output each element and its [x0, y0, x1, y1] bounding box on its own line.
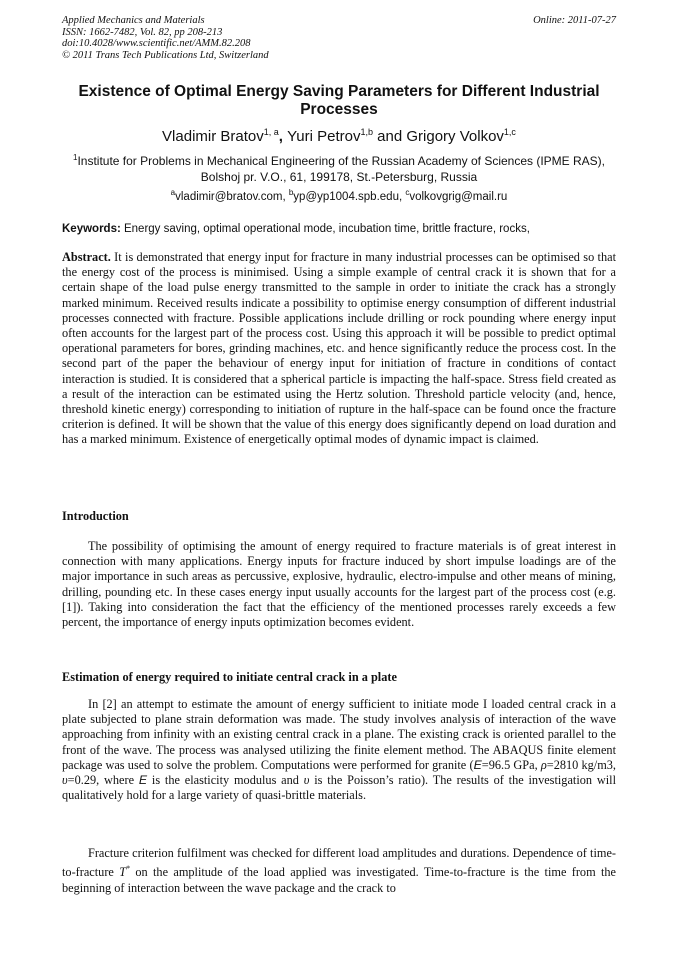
paragraph-text: =0.29, where	[67, 773, 139, 788]
symbol-density: ρ	[540, 757, 547, 772]
paragraph-text: is the elasticity modulus and	[147, 773, 304, 788]
author-list	[62, 123, 616, 146]
author-name: Vladimir Bratov	[162, 128, 264, 145]
paragraph-text: on the amplitude of the load applied was investigated. Time-to-fracture is the time from the beginning of interaction between the wave package and the crack to	[62, 865, 616, 895]
affiliation	[62, 150, 616, 185]
paragraph-text: is the Poisson’s ratio). The results of the investigation will qualitatively hold for a large variety of quasi-brittle materials.	[62, 773, 616, 803]
email-link[interactable]: yp@yp1004.spb.edu,	[293, 190, 406, 203]
paragraph-text: =96.5 GPa,	[481, 757, 541, 772]
author-superscript: 1, a	[263, 127, 279, 137]
affiliation-superscript: 1	[72, 153, 78, 162]
symbol-elasticity-modulus: E	[473, 757, 482, 772]
email-superscript: a	[170, 188, 176, 197]
keywords-label: Keywords:	[62, 223, 121, 235]
introduction-paragraph: The possibility of optimising the amount of energy required to fracture materials is of great interest in connection with many applications. Energy inputs for fracture induced by short impulse loadings are of the major importance in such areas as percussive, explosive, hydraulic, electro-impulse and other means of mining, drilling, pounding etc. In these cases energy input usually accounts for the largest part of the process cost (e.g. [1]). Taking into consideration the fact that the efficiency of the mentioned processes rarely exceeds a few percent, the importance of energy inputs optimization becomes evident.	[62, 539, 616, 630]
keywords-text: Energy saving, optimal operational mode, incubation time, brittle fracture, rocks,	[120, 223, 530, 235]
symbol-elasticity-modulus: E	[138, 773, 148, 788]
abstract	[62, 250, 616, 448]
introduction-heading: Introduction	[62, 509, 129, 523]
email-superscript: b	[288, 188, 294, 197]
estimation-heading: Estimation of energy required to initiate central crack in a plate	[62, 670, 397, 684]
journal-doi: doi:10.4028/www.scientific.net/AMM.82.208	[62, 38, 251, 49]
journal-name: Applied Mechanics and Materials	[62, 15, 205, 26]
keywords	[62, 222, 616, 236]
email-superscript: c	[405, 188, 410, 197]
email-link[interactable]: vladimir@bratov.com,	[175, 190, 289, 203]
symbol-poisson-ratio: υ	[62, 773, 68, 788]
author-superscript: 1,b	[360, 127, 373, 137]
affiliation-text: Institute for Problems in Mechanical Engineering of the Russian Academy of Sciences (IPME RAS), Bolshoj pr. V.O., 61, 199178, St.-Petersburg, Russia	[77, 154, 606, 184]
journal-header	[62, 15, 616, 61]
symbol-superscript: *	[126, 864, 131, 874]
online-date: Online: 2011-07-27	[533, 15, 616, 26]
abstract-text: It is demonstrated that energy input for fracture in many industrial processes can be optimised so that the energy cost of the process is minimised. Using a simple example of central crack it is shown that for a certain shape of the load pulse energy transmitted to the sample in order to initiate the crack has a strongly marked minimum. Received results indicate a possibility to optimise energy consumption of different industrial processes connected with fracture. Possible applications include drilling or rock pounding where energy input often accounts for the largest part of the process cost. Using this approach it will be possible to predict optimal operational parameters for bores, grinding machines, etc. and hence significantly reduce the process cost. In the second part of the paper the behaviour of energy input for initiation of fracture in conditions of contact interaction is studied. It is considered that a spherical particle is impacting the half-space. Stress field created as a result of the interaction can be estimated using the Hertz solution. Threshold particle velocity (and, hence, threshold kinetic energy) corresponding to initiation of rupture in the half-space can be found once the fracture criterion is defined. It will be shown that the value of this energy does significantly depend on load duration and has a marked minimum. Existence of energetically optimal modes of dynamic impact is claimed.	[62, 250, 616, 447]
journal-issn: ISSN: 1662-7482, Vol. 82, pp 208-213	[62, 26, 223, 38]
estimation-paragraph-2	[62, 846, 616, 896]
symbol-time-to-fracture: T	[119, 865, 127, 880]
author-separator: and	[373, 128, 407, 145]
paper-title: Existence of Optimal Energy Saving Parameters for Different Industrial Processes	[78, 83, 600, 118]
author-superscript: 1,c	[503, 127, 516, 137]
paragraph-text: Fracture criterion fulfilment was checked for different load amplitudes and durations. Dependence of time-to-fracture	[62, 846, 616, 880]
symbol-poisson-ratio: υ	[303, 773, 310, 788]
journal-copyright: © 2011 Trans Tech Publications Ltd, Switzerland	[62, 49, 269, 61]
email-link[interactable]: volkovgrig@mail.ru	[409, 190, 508, 203]
paragraph-text: =2810 kg/m3,	[546, 757, 617, 772]
paragraph-text: In [2] an attempt to estimate the amount of energy sufficient to initiate mode I loaded central crack in a plate subjected to plane strain deformation was made. The study involves analysis of interaction of the wave approaching from infinity with an existing central crack in a plane. The existing crack is oriented parallel to the front of the wave. The process was analysed utilizing the finite element method. The ABAQUS finite element package was used to solve the problem. Computations were performed for granite (	[62, 697, 616, 772]
abstract-label: Abstract.	[62, 250, 111, 264]
estimation-paragraph-1	[62, 697, 616, 803]
author-emails	[62, 186, 616, 204]
author-name: Grigory Volkov	[406, 128, 504, 145]
author-name: Yuri Petrov	[287, 128, 361, 145]
author-separator: ,	[278, 128, 288, 145]
